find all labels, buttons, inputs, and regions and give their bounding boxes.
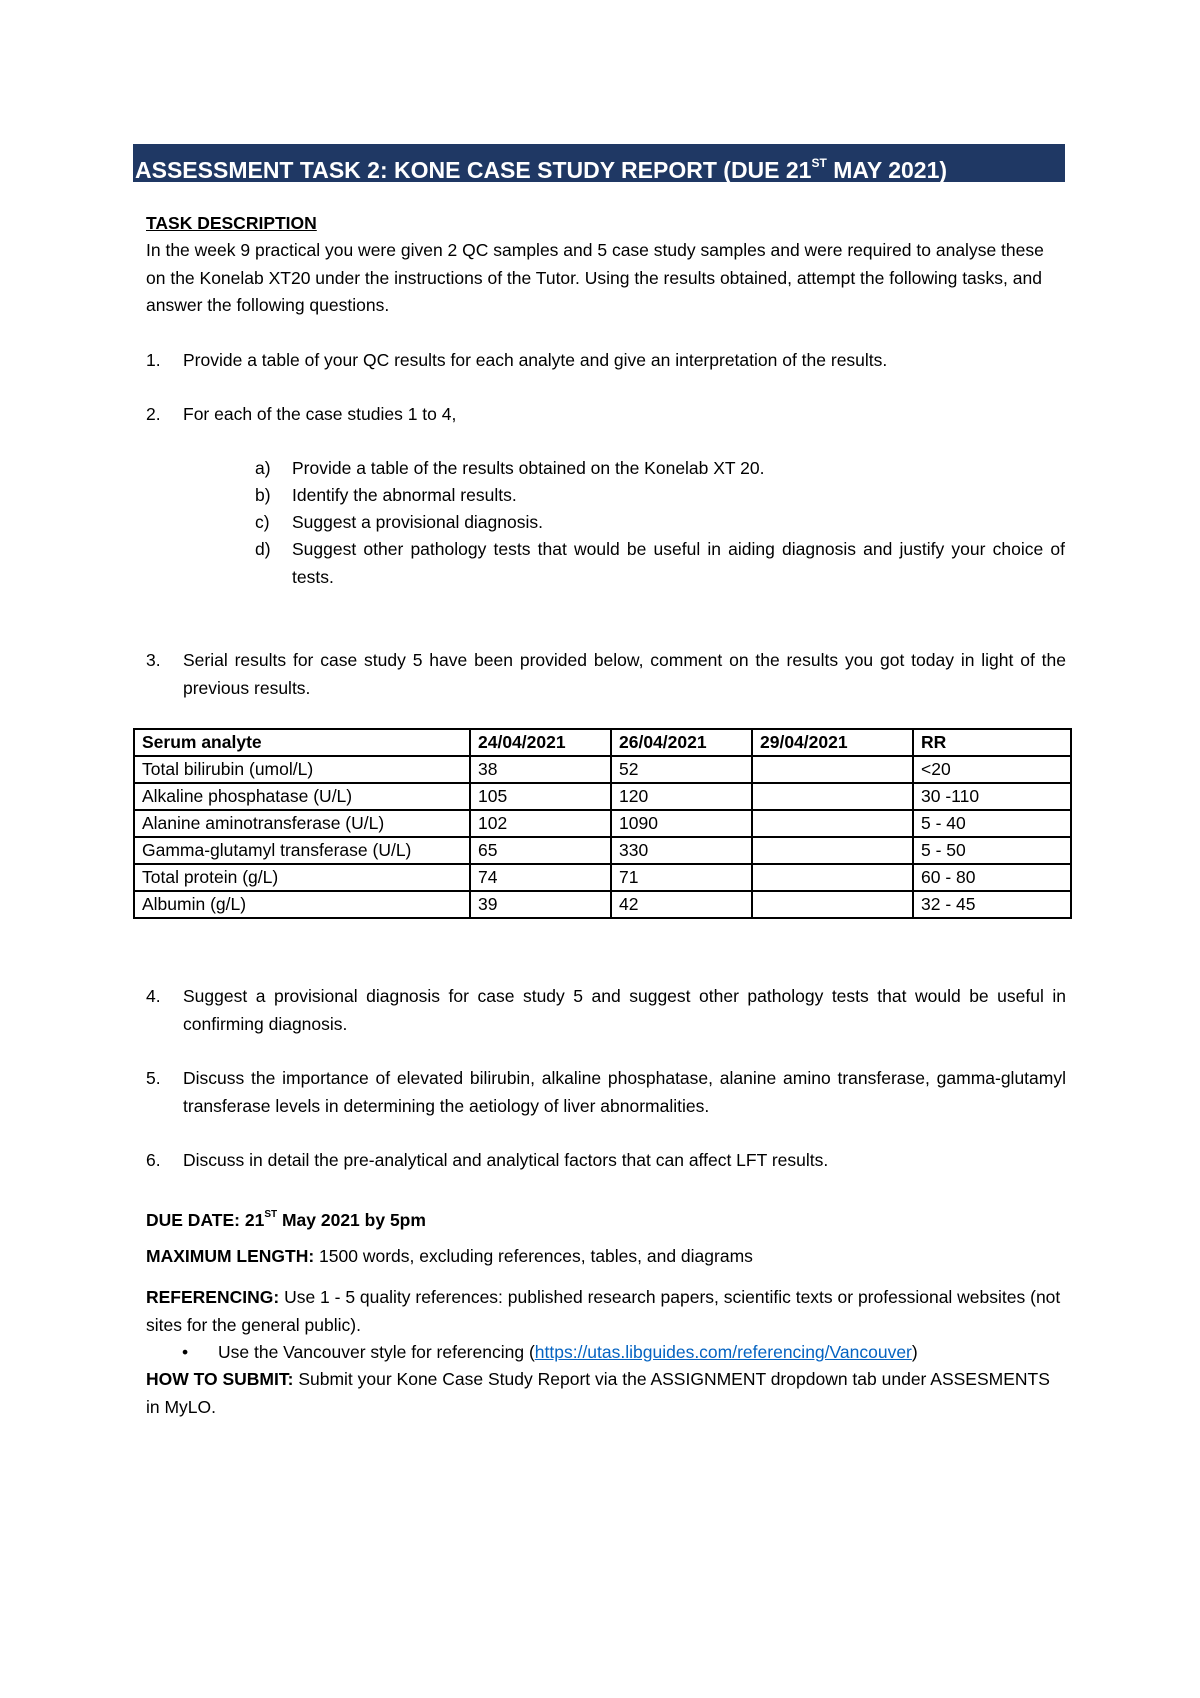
table-cell: 38 [470, 756, 611, 783]
question-number: 6. [146, 1150, 161, 1170]
table-cell [752, 891, 913, 918]
table-row [134, 810, 1071, 837]
question-2 [146, 401, 1066, 429]
subitem-a: a) Provide a table of the results obtained on the Konelab XT 20. [255, 458, 765, 478]
table-cell: Alanine aminotransferase (U/L) [134, 810, 470, 837]
table-cell: 32 - 45 [913, 891, 1071, 918]
question-text: Suggest a provisional diagnosis for case study 5 and suggest other pathology tests that would be useful in confirming diagnosis. [183, 986, 1066, 1034]
table-cell: 30 -110 [913, 783, 1071, 810]
question-number: 1. [146, 350, 161, 370]
table-cell: 102 [470, 810, 611, 837]
table-cell: Total bilirubin (umol/L) [134, 756, 470, 783]
table-cell: 52 [611, 756, 752, 783]
question-text: Discuss in detail the pre-analytical and analytical factors that can affect LFT results. [183, 1150, 829, 1170]
question-number: 4. [146, 986, 161, 1006]
due-date: DUE DATE: 21ST May 2021 by 5pm [146, 1209, 426, 1230]
table-cell: Albumin (g/L) [134, 891, 470, 918]
question-4 [146, 983, 1066, 1038]
table-cell: Total protein (g/L) [134, 864, 470, 891]
table-row [134, 837, 1071, 864]
table-header-cell: 26/04/2021 [611, 729, 752, 756]
table-cell: 71 [611, 864, 752, 891]
maximum-length: MAXIMUM LENGTH: 1500 words, excluding references, tables, and diagrams [146, 1246, 753, 1266]
referencing: REFERENCING: Use 1 - 5 quality references: published research papers, scientific texts or professional websites (not sites for the general public). [146, 1287, 1061, 1335]
question-text: Discuss the importance of elevated bilirubin, alkaline phosphatase, alanine amino transferase, gamma-glutamyl transferase levels in determining the aetiology of liver abnormalities. [183, 1068, 1066, 1116]
table-row [134, 891, 1071, 918]
table-header-cell: Serum analyte [134, 729, 470, 756]
subitem-b: b) Identify the abnormal results. [255, 485, 517, 505]
assessment-title [133, 144, 1065, 182]
question-6 [146, 1147, 1066, 1175]
table-cell: Alkaline phosphatase (U/L) [134, 783, 470, 810]
question-number: 3. [146, 650, 161, 670]
table-cell: <20 [913, 756, 1071, 783]
table-cell [752, 864, 913, 891]
question-1 [146, 347, 1066, 375]
subitem-d: d) Suggest other pathology tests that would be useful in aiding diagnosis and justify your choice of tests. [255, 539, 1065, 587]
title-main: ASSESSMENT TASK 2: KONE CASE STUDY REPORT (DUE 21 [135, 157, 812, 183]
table-cell: 42 [611, 891, 752, 918]
table-cell: Gamma-glutamyl transferase (U/L) [134, 837, 470, 864]
table-cell: 39 [470, 891, 611, 918]
question-number: 2. [146, 404, 161, 424]
table-cell: 65 [470, 837, 611, 864]
table-cell: 1090 [611, 810, 752, 837]
table-header-cell: 24/04/2021 [470, 729, 611, 756]
vancouver-link[interactable]: https://utas.libguides.com/referencing/Vancouver [534, 1342, 912, 1362]
table-cell: 105 [470, 783, 611, 810]
bullet-icon: • [182, 1342, 189, 1362]
question-text: Provide a table of your QC results for each analyte and give an interpretation of the results. [183, 350, 888, 370]
table-cell [752, 783, 913, 810]
how-to-submit: HOW TO SUBMIT: Submit your Kone Case Study Report via the ASSIGNMENT dropdown tab under ASSESMENTS in MyLO. [146, 1369, 1050, 1417]
table-cell [752, 810, 913, 837]
question-5 [146, 1065, 1066, 1120]
table-row [134, 864, 1071, 891]
table-row [134, 783, 1071, 810]
table-header-cell: 29/04/2021 [752, 729, 913, 756]
title-superscript: ST [811, 156, 827, 170]
table-header-cell: RR [913, 729, 1071, 756]
table-header-row [134, 729, 1071, 756]
subitem-c: c) Suggest a provisional diagnosis. [255, 512, 543, 532]
table-row [134, 756, 1071, 783]
task-description-heading: TASK DESCRIPTION [146, 213, 317, 233]
table-cell: 74 [470, 864, 611, 891]
task-intro: In the week 9 practical you were given 2 QC samples and 5 case study samples and were required to analyse these on the Konelab XT20 under the instructions of the Tutor. Using the results obtained, attempt the following tasks, and answer the following questions. [146, 240, 1044, 315]
serial-results-table [133, 728, 1072, 919]
table-cell [752, 756, 913, 783]
question-text: Serial results for case study 5 have been provided below, comment on the results you got today in light of the previous results. [183, 650, 1066, 698]
table-cell: 5 - 50 [913, 837, 1071, 864]
table-cell: 5 - 40 [913, 810, 1071, 837]
table-cell: 60 - 80 [913, 864, 1071, 891]
table-cell: 120 [611, 783, 752, 810]
question-number: 5. [146, 1068, 161, 1088]
question-text: For each of the case studies 1 to 4, [183, 404, 457, 424]
title-tail: MAY 2021) [826, 157, 948, 183]
table-cell [752, 837, 913, 864]
referencing-bullet: • Use the Vancouver style for referencing (https://utas.libguides.com/referencing/Vancouver) [182, 1339, 1062, 1367]
table-cell: 330 [611, 837, 752, 864]
question-3 [146, 647, 1066, 702]
